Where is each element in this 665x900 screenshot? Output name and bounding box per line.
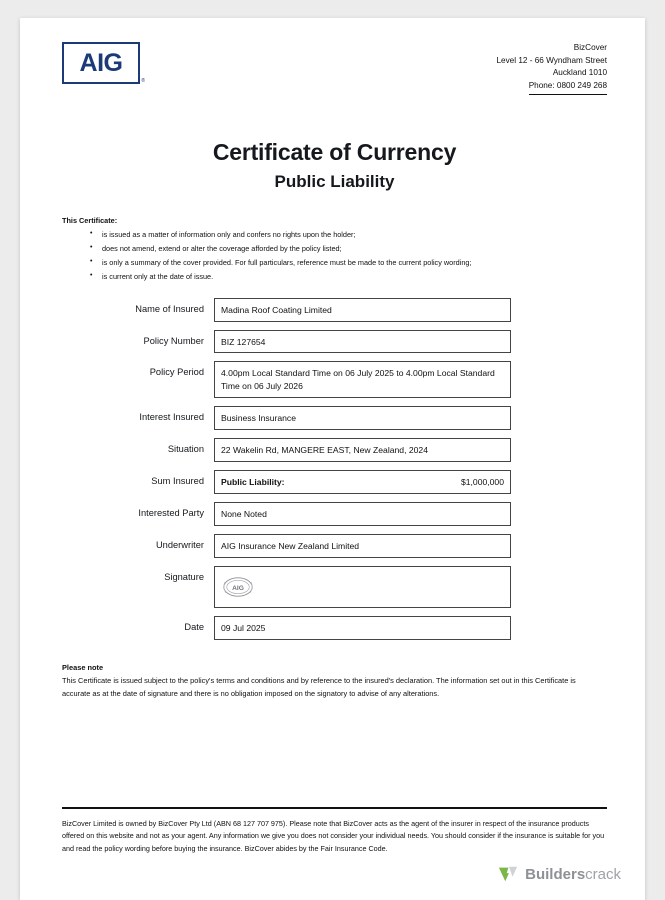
registered-mark-icon: ® xyxy=(141,78,145,84)
builderscrack-watermark xyxy=(497,864,621,884)
broker-address-line-1: Level 12 - 66 Wyndham Street xyxy=(496,55,607,65)
label-interest-insured: Interest Insured xyxy=(139,412,204,423)
document-page xyxy=(20,18,645,900)
page-title: Certificate of Currency xyxy=(212,138,457,165)
document-body xyxy=(62,42,607,700)
field-row-signature xyxy=(62,566,607,608)
list-item: • is current only at the date of issue. xyxy=(102,270,607,284)
broker-company: BizCover xyxy=(573,43,607,52)
certificate-note-lead: This Certificate: xyxy=(62,215,118,225)
value-policy-period: 4.00pm Local Standard Time on 06 July 2025 to 4.00pm Local Standard Time on 06 July 2026 xyxy=(214,361,511,398)
field-row-date xyxy=(62,616,607,640)
field-row-policy-period xyxy=(62,361,607,398)
label-policy-period: Policy Period xyxy=(149,367,204,378)
value-interested-party: None Noted xyxy=(214,502,511,526)
certificate-note-list xyxy=(62,228,607,285)
footer-divider xyxy=(62,807,607,809)
label-signature: Signature xyxy=(164,571,204,582)
broker-address xyxy=(496,42,607,95)
aig-logo xyxy=(62,42,145,84)
footer-disclaimer: BizCover Limited is owned by BizCover Pty Ltd (ABN 68 127 707 975). Please note that BizCover acts as the agent of the insurer in respect of the insurance products offered on this website and not as your agent. Any information we give you does not consider your individual needs. You should consider if the insurance is suitable for you and read the policy wording before buying the insurance. BizCover abides by the Fair Insurance Code. xyxy=(62,819,605,853)
value-signature xyxy=(214,566,511,608)
value-underwriter: AIG Insurance New Zealand Limited xyxy=(214,534,511,558)
field-row-sum-insured xyxy=(62,470,607,494)
list-item: • does not amend, extend or alter the coverage afforded by the policy listed; xyxy=(102,242,607,256)
list-item: • is issued as a matter of information only and confers no rights upon the holder; xyxy=(102,228,607,242)
broker-phone: Phone: 0800 249 268 xyxy=(529,80,607,95)
please-note-section xyxy=(62,662,587,701)
label-name-of-insured: Name of Insured xyxy=(135,303,204,314)
value-name-of-insured: Madina Roof Coating Limited xyxy=(214,298,511,322)
label-policy-number: Policy Number xyxy=(143,335,204,346)
please-note-title: Please note xyxy=(62,662,104,672)
value-situation: 22 Wakelin Rd, MANGERE EAST, New Zealand, 2024 xyxy=(214,438,511,462)
field-row-underwriter xyxy=(62,534,607,558)
page-subtitle: Public Liability xyxy=(274,171,395,191)
svg-text:AIG: AIG xyxy=(232,584,244,592)
aig-logo-text: AIG xyxy=(79,48,123,77)
field-row-policy-number xyxy=(62,330,607,354)
label-sum-insured: Sum Insured xyxy=(151,476,204,487)
label-interested-party: Interested Party xyxy=(138,507,204,518)
sum-insured-amount: $1,000,000 xyxy=(460,477,504,488)
certificate-fields xyxy=(62,298,607,640)
value-interest-insured: Business Insurance xyxy=(214,406,511,430)
document-header xyxy=(62,42,607,95)
field-row-name-of-insured xyxy=(62,298,607,322)
watermark-suffix: crack xyxy=(585,865,621,883)
field-row-situation xyxy=(62,438,607,462)
field-row-interest-insured xyxy=(62,406,607,430)
builderscrack-logo-icon xyxy=(497,864,519,884)
value-date: 09 Jul 2025 xyxy=(214,616,511,640)
signature-stamp-icon xyxy=(221,572,255,602)
broker-address-line-2: Auckland 1010 xyxy=(552,68,607,78)
certificate-note xyxy=(62,216,607,285)
label-date: Date xyxy=(184,621,204,632)
please-note-body: This Certificate is issued subject to the policy's terms and conditions and by reference to the insured's declaration. The information set out in this Certificate is accurate as at the date of signature and there is no obligation imposed on the signatory to advise of any alterations. xyxy=(62,676,576,698)
builderscrack-wordmark xyxy=(525,866,621,883)
value-sum-insured xyxy=(214,470,511,494)
label-situation: Situation xyxy=(167,444,204,455)
sum-insured-key: Public Liability: xyxy=(221,477,285,488)
value-policy-number: BIZ 127654 xyxy=(214,330,511,354)
label-underwriter: Underwriter xyxy=(155,539,204,550)
watermark-prefix: Builders xyxy=(525,865,586,883)
list-item: • is only a summary of the cover provided. For full particulars, reference must be made to the current policy wording; xyxy=(102,256,607,270)
field-row-interested-party xyxy=(62,502,607,526)
